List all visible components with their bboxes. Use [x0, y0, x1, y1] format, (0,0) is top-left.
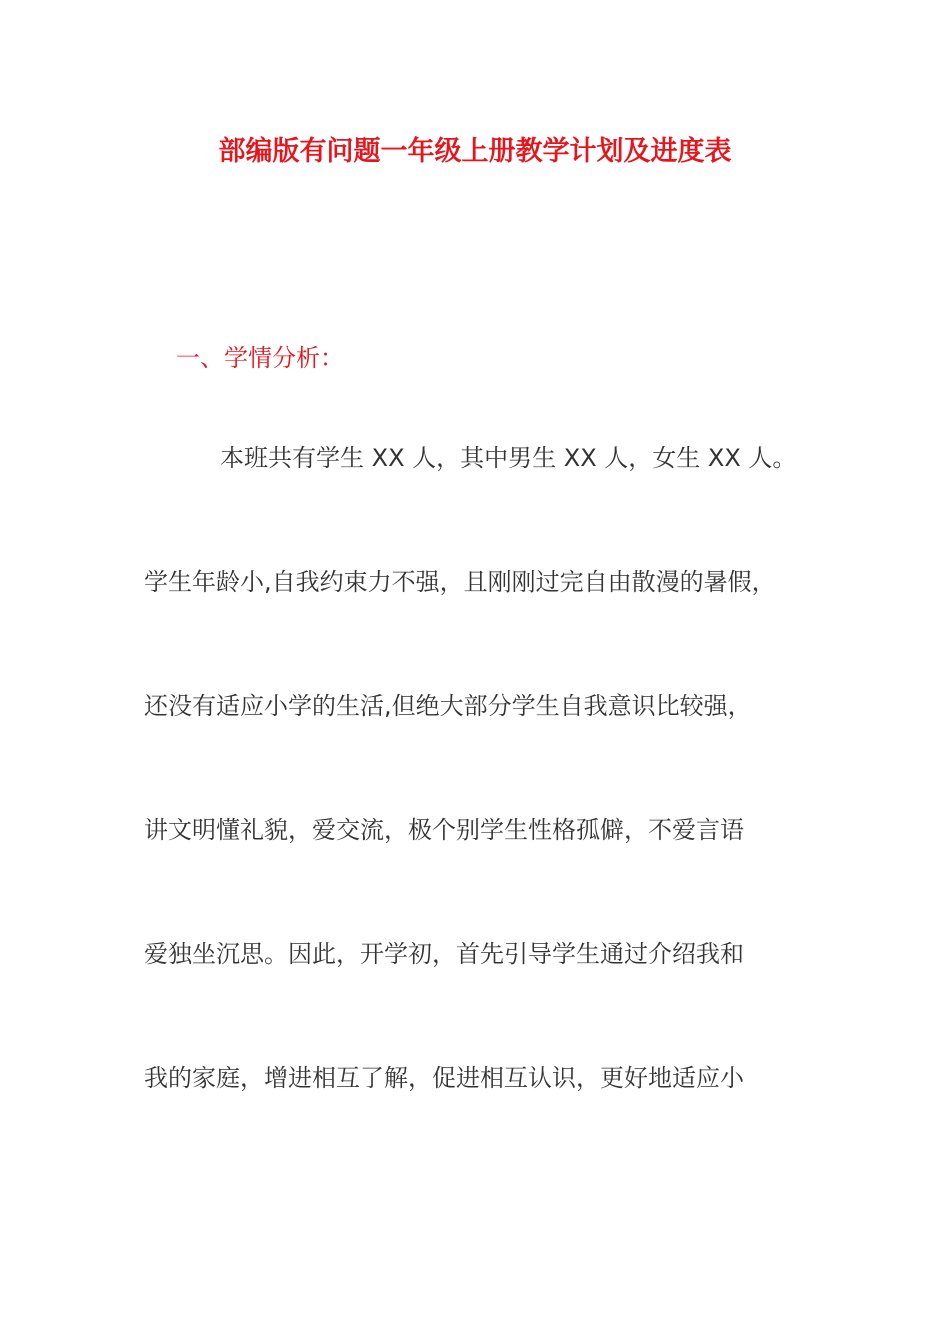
paragraph-line: 讲文明懂礼貌，爱交流，极个别学生性格孤僻，不爱言语 — [144, 816, 744, 844]
paragraph-line: 还没有适应小学的生活,但绝大部分学生自我意识比较强， — [144, 692, 752, 720]
paragraph-line: 学生年龄小,自我约束力不强，且刚刚过完自由散漫的暑假， — [144, 568, 776, 596]
paragraph-line: 我的家庭，增进相互了解，促进相互认识，更好地适应小 — [144, 1064, 744, 1092]
paragraph-line: 本班共有学生 XX 人，其中男生 XX 人，女生 XX 人。 — [220, 444, 797, 472]
paragraph-line: 爱独坐沉思。因此，开学初，首先引导学生通过介绍我和 — [144, 940, 744, 968]
section-heading: 一、学情分析： — [176, 344, 344, 372]
document-title: 部编版有问题一年级上册教学计划及进度表 — [218, 136, 732, 167]
